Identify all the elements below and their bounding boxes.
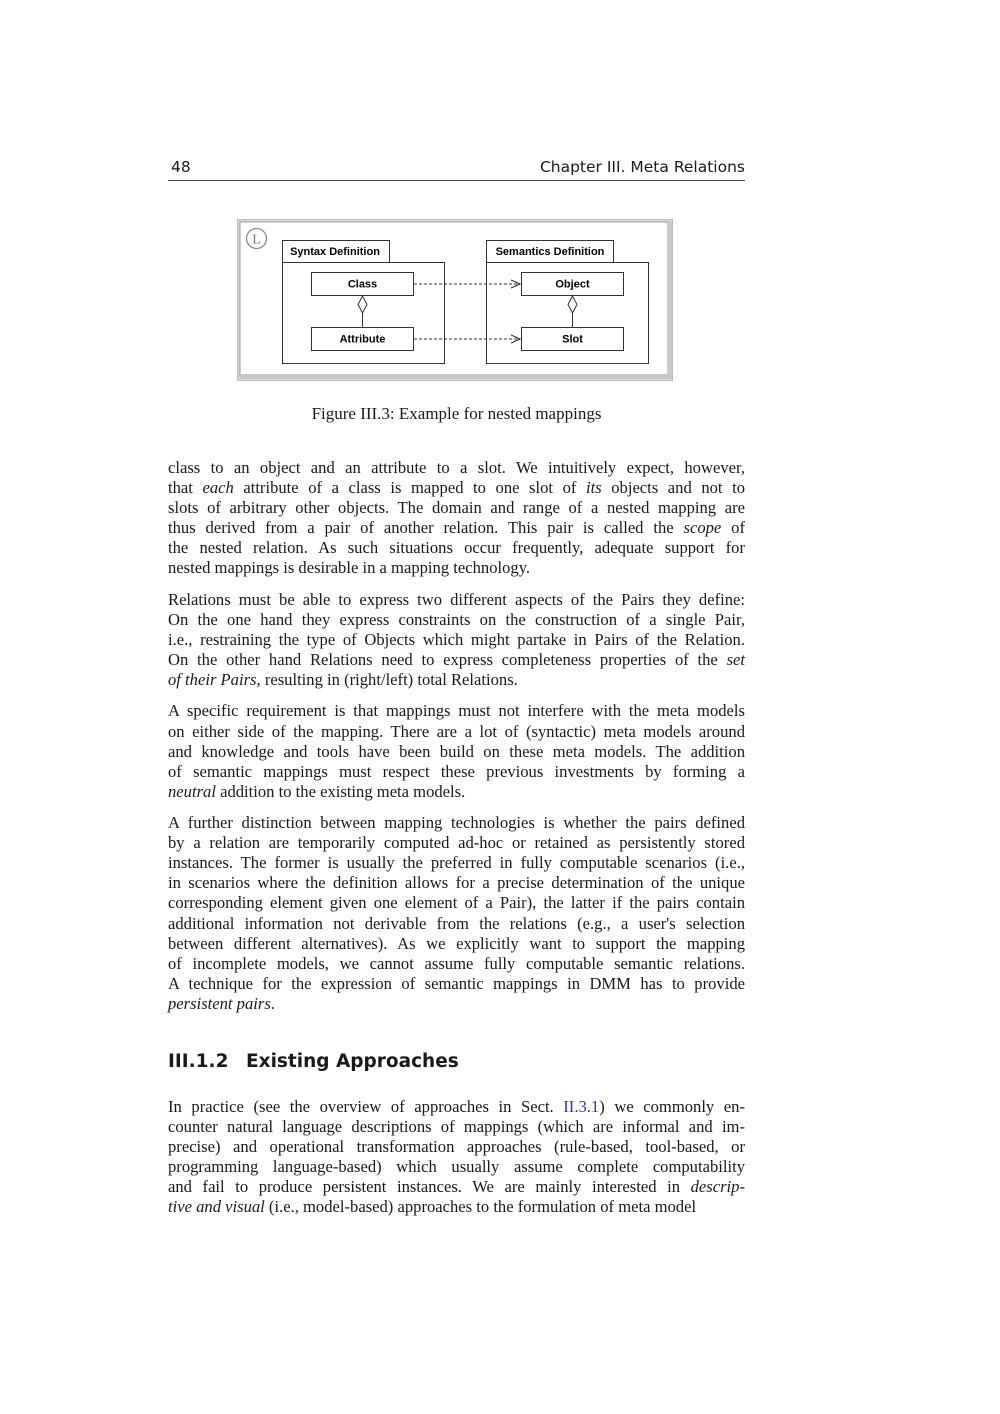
text-span: In practice (see the overview of approaches in Sect. <box>168 1097 564 1116</box>
text-span: attribute of a class is mapped to one slot of <box>233 478 586 498</box>
chapter-title: Chapter III. Meta Relations <box>539 158 745 176</box>
page-number: 48 <box>171 158 191 176</box>
emphasis: its <box>585 478 602 498</box>
text-span: , resulting in (right/left) total Relations. <box>256 670 518 690</box>
emphasis: tive and visual <box>168 1197 265 1217</box>
text-span: and fail to produce persistent instances. We are mainly interested in <box>168 1177 691 1197</box>
text-line: slots of arbitrary other objects. The domain and range of a nested mapping are <box>168 498 745 518</box>
text-line <box>168 1197 745 1217</box>
text-line: class to an object and an attribute to a slot. We intuitively expect, however, <box>168 458 745 477</box>
text-line: by a relation are temporarily computed ad-hoc or retained as persistently stored <box>168 833 745 853</box>
text-line: nested mappings is desirable in a mapping technology. <box>168 558 531 578</box>
emphasis: scope <box>683 518 722 538</box>
text-span: (i.e., model-based) approaches to the formulation of meta model <box>264 1197 697 1217</box>
text-line <box>168 650 745 670</box>
text-line <box>168 478 745 498</box>
emphasis: neutral <box>168 781 216 801</box>
text-line: A specific requirement is that mappings must not interfere with the meta models <box>168 701 745 721</box>
running-header <box>168 156 745 181</box>
paragraph-2 <box>168 590 745 690</box>
text-span: ) we commonly en- <box>599 1097 745 1116</box>
text-span: addition to the existing meta models. <box>215 781 466 801</box>
text-span: On the other hand Relations need to express completeness properties of the <box>168 650 727 670</box>
text-line <box>168 518 745 538</box>
text-line: Relations must be able to express two different aspects of the Pairs they define: <box>168 589 745 609</box>
text-line: additional information not derivable from the relations (e.g., a user's selection <box>168 913 745 933</box>
syntax-package-label: Syntax Definition <box>290 246 380 258</box>
section-number: III.1.2 <box>168 1051 229 1072</box>
paragraph-1 <box>168 458 745 579</box>
text-line: on either side of the mapping. There are a lot of (syntactic) meta models around <box>168 721 745 741</box>
paragraph-4 <box>168 813 745 1014</box>
body-text <box>168 458 745 1025</box>
emphasis: persistent pairs <box>168 993 271 1013</box>
text-line <box>168 1097 745 1117</box>
frame-shadow-bottom <box>240 374 672 379</box>
body-text-after-heading <box>168 1097 745 1229</box>
text-line: i.e., restraining the type of Objects which might partake in Pairs of the Relation. <box>168 629 745 649</box>
emphasis: set <box>726 650 745 670</box>
text-line <box>168 670 745 690</box>
text-span: . <box>270 993 275 1013</box>
text-line: of incomplete models, we cannot assume fully computable semantic relations. <box>168 953 745 973</box>
text-span: of <box>721 518 745 538</box>
text-line: in scenarios where the definition allows for a precise determination of the unique <box>168 873 745 893</box>
emphasis: each <box>202 478 234 498</box>
badge-letter: L <box>252 232 261 248</box>
text-line: programming language-based) which usually assume complete computability <box>168 1157 745 1177</box>
text-line: between different alternatives). As we explicitly want to support the mapping <box>168 933 745 953</box>
figure-diagram <box>237 219 673 381</box>
text-line: corresponding element given one element of a Pair), the latter if the pairs contain <box>168 893 745 913</box>
text-line <box>168 1177 745 1197</box>
section-title: Existing Approaches <box>246 1051 459 1072</box>
frame-shadow-right <box>668 222 672 379</box>
text-line: precise) and operational transformation approaches (rule-based, tool-based, or <box>168 1137 745 1157</box>
emphasis: of their Pairs <box>168 670 257 690</box>
text-line: On the one hand they express constraints on the construction of a single Pair, <box>168 609 745 629</box>
text-line: A technique for the expression of semantic mappings in DMM has to provide <box>168 973 745 993</box>
object-label: Object <box>555 278 590 291</box>
figure-nested-mappings <box>237 219 673 381</box>
paragraph-5 <box>168 1097 745 1218</box>
text-line <box>168 782 745 802</box>
class-label: Class <box>347 278 378 291</box>
text-line: and knowledge and tools have been build on these meta models. The addition <box>168 741 745 761</box>
figure-caption: Figure III.3: Example for nested mappings <box>311 404 602 423</box>
text-span: objects and not to <box>601 478 745 498</box>
text-line: counter natural language descriptions of mappings (which are informal and im- <box>168 1117 745 1137</box>
text-line <box>168 994 745 1014</box>
text-line: instances. The former is usually the preferred in fully computable scenarios (i.e., <box>168 853 745 873</box>
section-heading <box>168 1051 745 1072</box>
emphasis: descrip- <box>690 1177 745 1197</box>
semantics-package-label: Semantics Definition <box>495 246 605 258</box>
text-line: A further distinction between mapping technologies is whether the pairs defined <box>168 813 745 833</box>
text-line: the nested relation. As such situations occur frequently, adequate support for <box>168 538 745 558</box>
text-span: thus derived from a pair of another relation. This pair is called the <box>168 518 684 538</box>
text-span: that <box>168 478 203 498</box>
text-line: of semantic mappings must respect these previous investments by forming a <box>168 761 745 781</box>
paragraph-3 <box>168 701 745 801</box>
attribute-label: Attribute <box>339 333 386 346</box>
section-reference-link[interactable]: II.3.1 <box>563 1097 600 1116</box>
slot-label: Slot <box>562 333 583 346</box>
